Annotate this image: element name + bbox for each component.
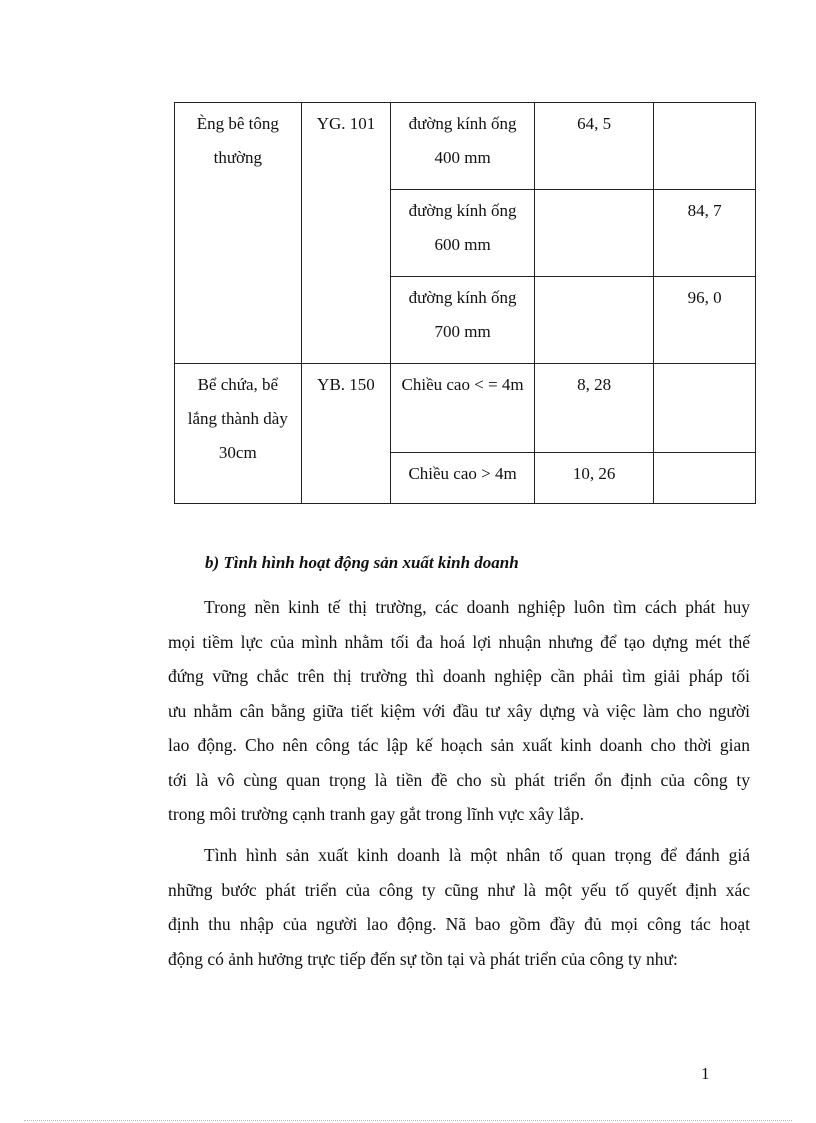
paragraph-line: Trong nền kinh tế thị trường, các doanh nghiệp luôn tìm cách phát huy xyxy=(204,597,750,617)
table-cell: Chiều cao > 4m xyxy=(391,453,535,504)
paragraph-line: trong môi trường cạnh tranh gay gắt trong lĩnh vực xây lắp. xyxy=(168,804,585,824)
table-row xyxy=(175,103,756,190)
table-cell: Bể chứa, bể lắng thành dày 30cm xyxy=(175,364,302,504)
paragraph-line: Tình hình sản xuất kinh doanh là một nhân tố quan trọng để đánh giá xyxy=(204,845,750,865)
section-heading: b) Tình hình hoạt động sản xuất kinh doanh xyxy=(205,553,519,572)
table-cell: 8, 28 xyxy=(534,364,654,453)
table-cell xyxy=(654,364,756,453)
table-cell: Chiều cao < = 4m xyxy=(391,364,535,453)
paragraph-line: ưu nhằm cân bằng giữa tiết kiệm với đầu tư xây dựng và việc làm cho người xyxy=(168,700,750,721)
table-cell xyxy=(534,277,654,364)
table-cell: YG. 101 xyxy=(301,103,391,364)
paragraph-line: định thu nhập của người lao động. Nã bao gồm đầy đủ mọi công tác hoạt xyxy=(168,914,750,934)
table-cell xyxy=(534,190,654,277)
paragraph-line: đứng vững chắc trên thị trường thì doanh nghiệp cần phải tìm giải pháp tối xyxy=(168,666,750,686)
table-cell: đường kính ống 400 mm xyxy=(391,103,535,190)
table-cell: Èng bê tông thường xyxy=(175,103,302,364)
page-number: 1 xyxy=(701,1064,710,1083)
table-cell xyxy=(654,103,756,190)
table-cell: đường kính ống 700 mm xyxy=(391,277,535,364)
table-cell: 96, 0 xyxy=(654,277,756,364)
paragraph-2 xyxy=(168,838,750,976)
table-cell: 84, 7 xyxy=(654,190,756,277)
paragraph-line: những bước phát triển của công ty cũng như là một yếu tố quyết định xác xyxy=(168,879,750,900)
page-bottom-divider xyxy=(24,1120,792,1121)
table-cell xyxy=(654,453,756,504)
paragraph-line: lao động. Cho nên công tác lập kế hoạch sản xuất kinh doanh cho thời gian xyxy=(168,735,750,755)
paragraph-line: tới là vô cùng quan trọng là tiền đề cho sù phát triển ổn định của công ty xyxy=(168,769,750,790)
paragraph-1 xyxy=(168,590,750,832)
table-cell: 10, 26 xyxy=(534,453,654,504)
paragraph-line: mọi tiềm lực của mình nhằm tối đa hoá lợi nhuận nhưng để tạo dựng mét thế xyxy=(168,631,750,652)
table-cell: 64, 5 xyxy=(534,103,654,190)
paragraph-line: động có ảnh hưởng trực tiếp đến sự tồn tại và phát triển của công ty như: xyxy=(168,948,678,969)
table-cell: YB. 150 xyxy=(301,364,391,504)
spec-table xyxy=(174,102,756,504)
table-row xyxy=(175,364,756,453)
table-cell: đường kính ống 600 mm xyxy=(391,190,535,277)
